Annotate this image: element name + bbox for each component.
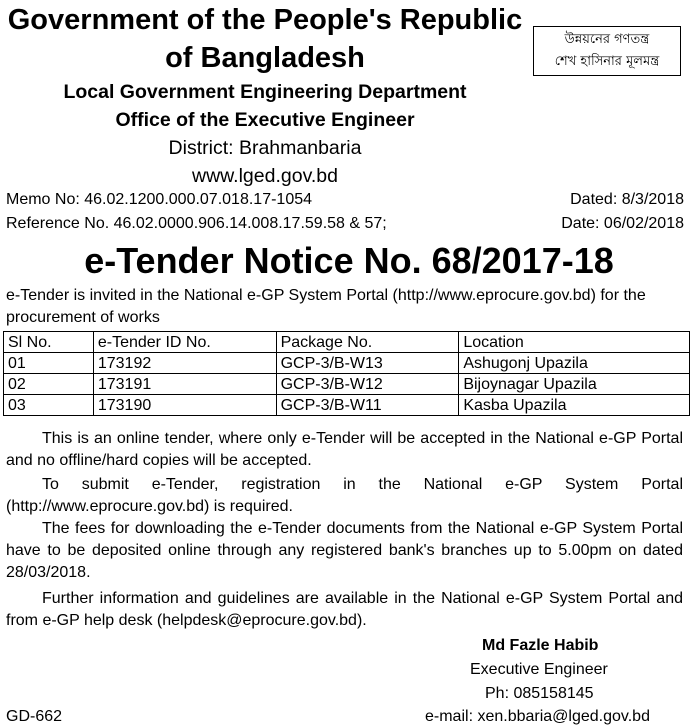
header-sl-no: Sl No. <box>4 332 94 353</box>
table-row <box>4 395 690 416</box>
memo-date: Dated: 8/3/2018 <box>570 191 684 208</box>
department-name: Local Government Engineering Department <box>63 81 467 103</box>
paragraph-online-tender: This is an online tender, where only e-Tender will be accepted in the National e-GP Portal and no offline/hard copies will be accepted. <box>6 430 683 469</box>
cell-tender-id: 173192 <box>93 353 276 374</box>
title-line-2: of Bangladesh <box>165 42 365 74</box>
intro-text: e-Tender is invited in the National e-GP System Portal (http://www.eprocure.gov.bd) for the procurement of works <box>6 287 646 326</box>
notice-title: e-Tender Notice No. 68/2017-18 <box>84 240 614 281</box>
header-location: Location <box>459 332 690 353</box>
district-name: District: Brahmanbaria <box>168 137 362 159</box>
table-header-row <box>4 332 690 353</box>
website-link[interactable]: www.lged.gov.bd <box>192 165 338 187</box>
signatory-title: Executive Engineer <box>470 661 608 678</box>
cell-package-no: GCP-3/B-W11 <box>276 395 459 416</box>
table-row <box>4 374 690 395</box>
signatory-phone: Ph: 085158145 <box>485 685 594 702</box>
cell-package-no: GCP-3/B-W12 <box>276 374 459 395</box>
cell-sl-no: 02 <box>4 374 94 395</box>
header-package-no: Package No. <box>276 332 459 353</box>
slogan-line-2: শেখ হাসিনার মূলমন্ত্র <box>554 54 660 69</box>
signatory-email[interactable]: e-mail: xen.bbaria@lged.gov.bd <box>425 708 650 725</box>
paragraph-fees: The fees for downloading the e-Tender documents from the National e-GP System Portal have to be deposited online through any registered bank's branches up to 5.00pm on dated 28/03/2018. <box>6 520 683 581</box>
cell-location: Ashugonj Upazila <box>459 353 690 374</box>
slogan-line-1: উন্নয়নের গণতন্ত্র <box>564 32 650 47</box>
cell-sl-no: 01 <box>4 353 94 374</box>
tender-table <box>3 331 690 416</box>
memo-number: Memo No: 46.02.1200.000.07.018.17-1054 <box>6 191 313 208</box>
office-name: Office of the Executive Engineer <box>115 109 415 131</box>
title-line-1: Government of the People's Republic <box>7 4 523 36</box>
cell-tender-id: 173191 <box>93 374 276 395</box>
table-row <box>4 353 690 374</box>
header-tender-id: e-Tender ID No. <box>93 332 276 353</box>
paragraph-further-info: Further information and guidelines are available in the National e-GP System Portal and from e-GP help desk (helpdesk@eprocure.gov.bd). <box>6 590 683 629</box>
reference-number: Reference No. 46.02.0000.906.14.008.17.59.58 & 57; <box>6 215 387 232</box>
cell-package-no: GCP-3/B-W13 <box>276 353 459 374</box>
cell-location: Bijoynagar Upazila <box>459 374 690 395</box>
paragraph-registration: To submit e-Tender, registration in the National e-GP System Portal <box>42 476 683 493</box>
paragraph-registration-portal: (http://www.eprocure.gov.bd) is required. <box>6 498 293 515</box>
cell-tender-id: 173190 <box>93 395 276 416</box>
cell-location: Kasba Upazila <box>459 395 690 416</box>
slogan-box <box>533 26 681 76</box>
reference-date: Date: 06/02/2018 <box>561 215 684 232</box>
footer-code: GD-662 <box>6 708 63 725</box>
cell-sl-no: 03 <box>4 395 94 416</box>
signatory-name: Md Fazle Habib <box>482 637 599 654</box>
